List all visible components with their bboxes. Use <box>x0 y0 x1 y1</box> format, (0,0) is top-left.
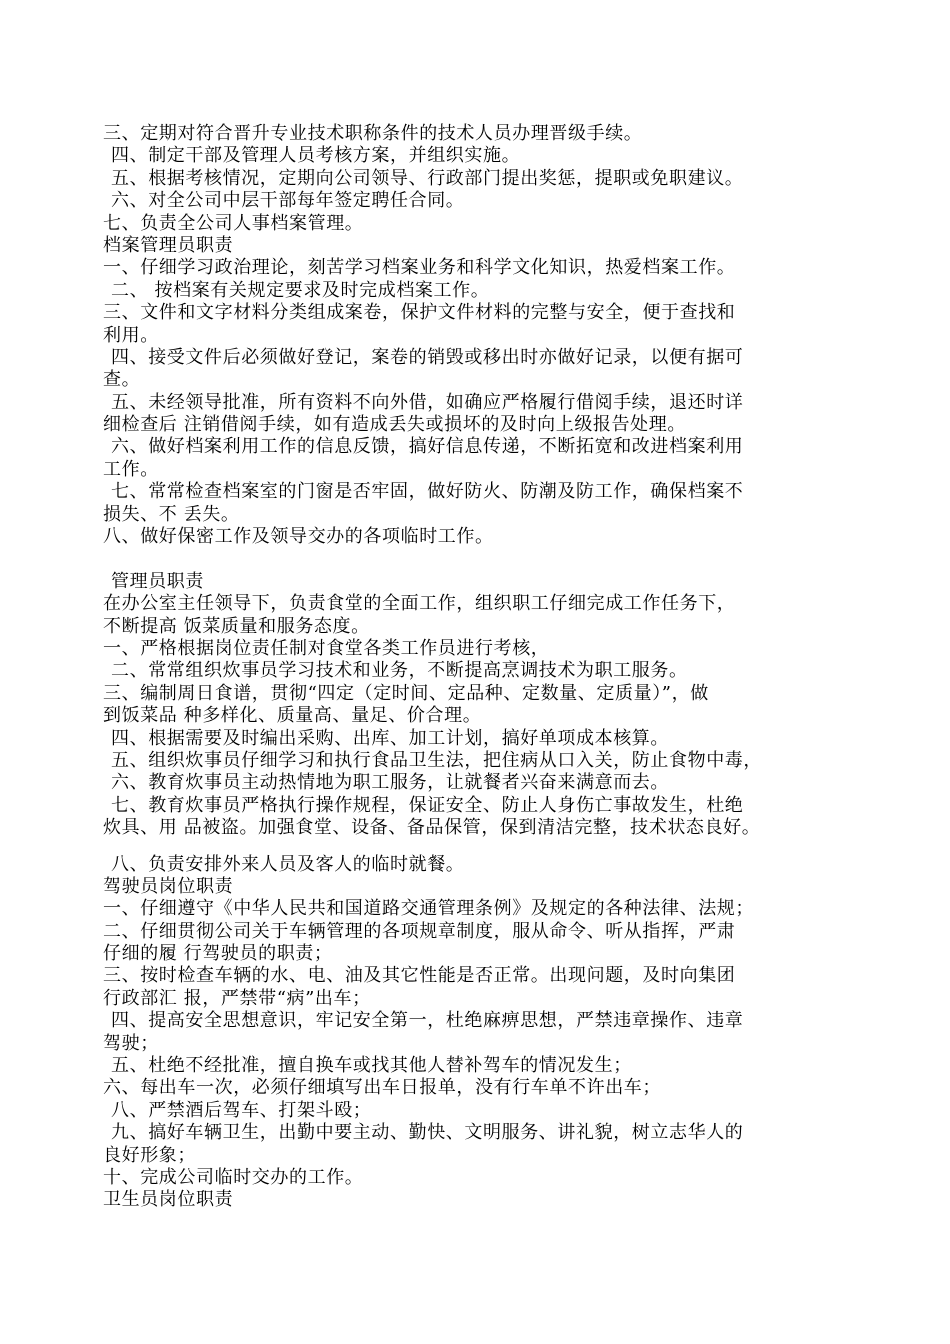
personnel-item-3: 三、定期对符合晋升专业技术职称条件的技术人员办理晋级手续。 <box>103 123 643 144</box>
archive-item-3-cont: 利用。 <box>103 324 159 346</box>
canteen-item-3: 三、编制周日食谱，贯彻“四定（定时间、定品种、定数量、定质量）”，做 <box>103 682 709 704</box>
driver-item-9: 九、搞好车辆卫生，出勤中要主动、勤快、文明服务、讲礼貌，树立志华人的 <box>111 1122 744 1144</box>
driver-item-8: 八、严禁酒后驾车、打架斗殴； <box>111 1099 372 1121</box>
canteen-item-1: 一、严格根据岗位责任制对食堂各类工作员进行考核， <box>103 637 550 659</box>
driver-item-4: 四、提高安全思想意识，牢记安全第一，杜绝麻痹思想，严禁违章操作、违章 <box>111 1010 744 1032</box>
canteen-item-5: 五、组织炊事员仔细学习和执行食品卫生法，把住病从口入关，防止食物中毒， <box>111 749 762 771</box>
canteen-item-8: 八、负责安排外来人员及客人的临时就餐。 <box>111 853 465 875</box>
canteen-item-7: 七、教育炊事员严格执行操作规程，保证安全、防止人身伤亡事故发生，杜绝 <box>111 794 744 816</box>
section-spacer <box>103 548 893 570</box>
canteen-item-6: 六、教育炊事员主动热情地为职工服务，让就餐者兴奋来满意而去。 <box>111 772 669 794</box>
driver-item-5: 五、杜绝不经批准，擅自换车或找其他人替补驾车的情况发生； <box>111 1055 632 1077</box>
canteen-item-2: 二、常常组织炊事员学习技术和业务，不断提高烹调技术为职工服务。 <box>111 660 688 682</box>
canteen-item-4: 四、根据需要及时编出采购、出库、加工计划，搞好单项成本核算。 <box>111 727 669 749</box>
personnel-item-5: 五、根据考核情况，定期向公司领导、行政部门提出奖惩，提职或免职建议。 <box>111 167 744 189</box>
canteen-intro: 在办公室主任领导下，负责食堂的全面工作，组织职工仔细完成工作任务下， <box>103 593 736 615</box>
canteen-spacer <box>103 840 893 854</box>
driver-item-10: 十、完成公司临时交办的工作。 <box>103 1166 364 1188</box>
canteen-section-title: 管理员职责 <box>111 570 204 592</box>
driver-section-title: 驾驶员岗位职责 <box>103 875 234 897</box>
archive-item-7: 七、常常检查档案室的门窗是否牢固，做好防火、防潮及防工作，确保档案不 <box>111 481 744 503</box>
driver-item-6: 六、每出车一次，必须仔细填写出车日报单，没有行车单不许出车； <box>103 1077 661 1099</box>
document-page <box>103 123 893 1212</box>
personnel-item-4: 四、制定干部及管理人员考核方案，并组织实施。 <box>111 145 521 167</box>
archive-item-7-cont: 损失、不 丢失。 <box>103 503 240 525</box>
canteen-intro-cont: 不断提高 饭菜质量和服务态度。 <box>103 615 370 637</box>
archive-item-6-cont: 工作。 <box>103 458 159 480</box>
driver-item-9-cont: 良好形象； <box>103 1144 196 1166</box>
driver-item-3: 三、按时检查车辆的水、电、油及其它性能是否正常。出现问题，及时向集团 <box>103 965 736 987</box>
sanitation-section-title: 卫生员岗位职责 <box>103 1189 234 1211</box>
archive-item-4: 四、接受文件后必须做好登记，案卷的销毁或移出时亦做好记录，以便有据可 <box>111 346 744 368</box>
driver-item-2: 二、仔细贯彻公司关于车辆管理的各项规章制度，服从命令、听从指挥，严肃 <box>103 920 736 942</box>
archive-item-3: 三、文件和文字材料分类组成案卷，保护文件材料的完整与安全，便于查找和 <box>103 302 736 324</box>
canteen-item-7-cont: 炊具、用 品被盗。加强食堂、设备、备品保管，保到清洁完整，技术状态良好。 <box>103 817 761 839</box>
canteen-item-3-cont: 到饭菜品 种多样化、质量高、量足、价合理。 <box>103 705 482 727</box>
archive-section-title: 档案管理员职责 <box>103 234 234 256</box>
driver-item-4-cont: 驾驶； <box>103 1032 159 1054</box>
archive-item-8: 八、做好保密工作及领导交办的各项临时工作。 <box>103 526 494 548</box>
driver-item-3-cont: 行政部汇 报，严禁带“病”出车； <box>103 987 371 1009</box>
archive-item-4-cont: 查。 <box>103 369 141 391</box>
archive-item-5: 五、未经领导批准，所有资料不向外借，如确应严格履行借阅手续，退还时详 <box>111 391 744 413</box>
driver-item-1: 一、仔细遵守《中华人民共和国道路交通管理条例》及规定的各种法律、法规； <box>103 898 754 920</box>
driver-item-2-cont: 仔细的履 行驾驶员的职责； <box>103 943 333 965</box>
archive-item-1: 一、仔细学习政治理论，刻苦学习档案业务和科学文化知识，热爱档案工作。 <box>103 257 736 279</box>
archive-item-6: 六、做好档案利用工作的信息反馈，搞好信息传递，不断拓宽和改进档案利用 <box>111 436 744 458</box>
archive-item-5-cont: 细检查后 注销借阅手续，如有造成丢失或损坏的及时向上级报告处理。 <box>103 414 686 436</box>
archive-item-2: 二、 按档案有关规定要求及时完成档案工作。 <box>111 279 490 301</box>
personnel-item-6: 六、对全公司中层干部每年签定聘任合同。 <box>111 190 465 212</box>
personnel-item-7: 七、负责全公司人事档案管理。 <box>103 212 364 234</box>
